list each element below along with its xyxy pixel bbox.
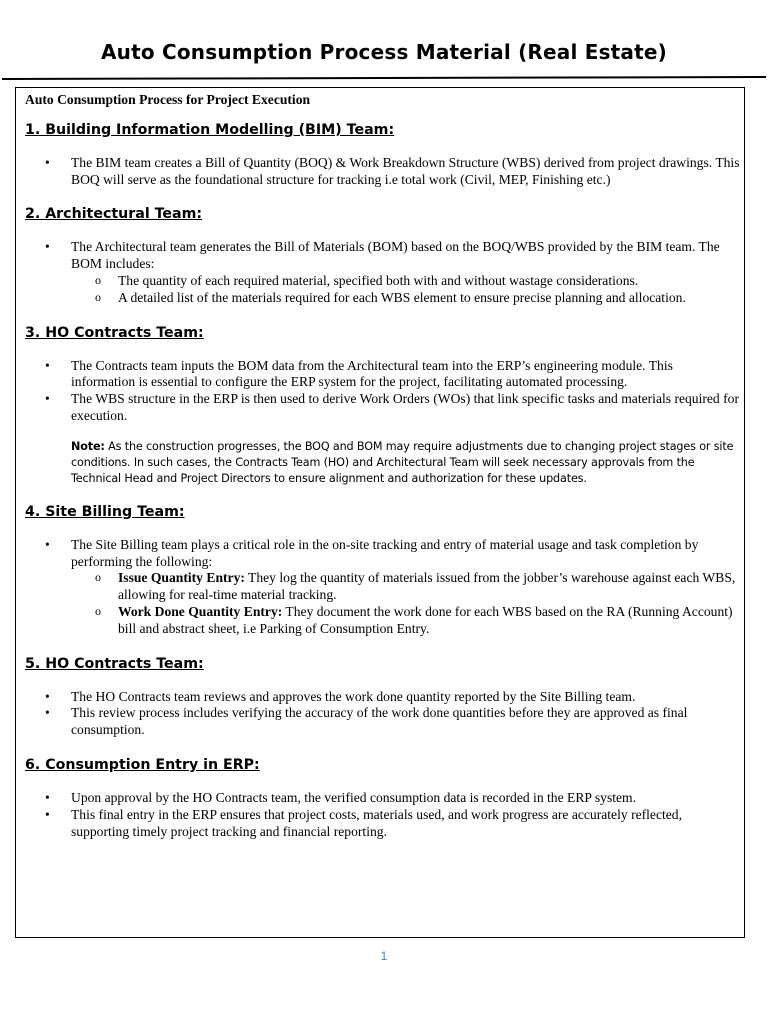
title-rule: [2, 76, 766, 80]
list-item-text: The Site Billing team plays a critical role in the on-site tracking and entry of material usage and task completion by performing the following:: [71, 536, 699, 569]
intro-heading: Auto Consumption Process for Project Execution: [25, 92, 311, 107]
sub-list: [71, 273, 740, 307]
page-number: 1: [380, 949, 388, 963]
list-item: • The HO Contracts team reviews and approves the work done quantity reported by the Site Billing team.: [25, 689, 740, 706]
list-item: • The Contracts team inputs the BOM data from the Architectural team into the ERP’s engineering module. This information is essential to configure the ERP system for the project, facilitating automated processing.: [25, 358, 740, 392]
section-heading-site-billing: 4. Site Billing Team:: [25, 503, 185, 520]
sub-list-item: [71, 604, 740, 638]
sub-item-text: They log the quantity of materials issued from the jobber’s warehouse against each WBS, allowing for real-time material tracking.: [118, 570, 736, 603]
note-paragraph: [71, 439, 740, 487]
list-item: • The WBS structure in the ERP is then used to derive Work Orders (WOs) that link specific tasks and materials required for execution.: [25, 391, 740, 425]
section-list-bim: [25, 155, 740, 189]
document-body: [25, 92, 740, 840]
list-item: • This review process includes verifying the accuracy of the work done quantities before they are approved as final consumption.: [25, 705, 740, 739]
document-title: Auto Consumption Process Material (Real Estate): [100, 40, 667, 64]
list-item: • The BIM team creates a Bill of Quantity (BOQ) & Work Breakdown Structure (WBS) derived from project drawings. This BOQ will serve as the foundational structure for tracking i.e total work (Civil, MEP, Finishing etc.): [25, 155, 740, 189]
list-item: • This final entry in the ERP ensures that project costs, materials used, and work progress are accurately reflected, supporting timely project tracking and financial reporting.: [25, 807, 740, 841]
section-list-ho-contracts-review: [25, 689, 740, 739]
list-item: • Upon approval by the HO Contracts team, the verified consumption data is recorded in the ERP system.: [25, 790, 740, 807]
section-list-site-billing: [25, 537, 740, 638]
sub-item-label: Work Done Quantity Entry:: [118, 603, 283, 619]
sub-item-label: Issue Quantity Entry:: [118, 570, 245, 586]
sub-list-item: o A detailed list of the materials required for each WBS element to ensure precise planning and allocation.: [71, 290, 740, 307]
sub-list-item: [71, 570, 740, 604]
section-list-consumption-entry: [25, 790, 740, 840]
section-heading-bim: 1. Building Information Modelling (BIM) Team:: [25, 121, 395, 138]
section-heading-consumption-entry: 6. Consumption Entry in ERP:: [25, 756, 260, 773]
sub-list: [71, 570, 740, 637]
section-heading-ho-contracts: 3. HO Contracts Team:: [25, 324, 204, 341]
list-item-text: The Architectural team generates the Bill of Materials (BOM) based on the BOQ/WBS provided by the BIM team. The BOM includes:: [71, 239, 720, 272]
list-item: [25, 537, 740, 638]
sub-list-item: o The quantity of each required material, specified both with and without wastage considerations.: [71, 273, 740, 290]
section-heading-ho-contracts-review: 5. HO Contracts Team:: [25, 655, 204, 672]
section-list-architectural: [25, 239, 740, 306]
note-text: As the construction progresses, the BOQ and BOM may require adjustments due to changing project stages or site conditions. In such cases, the Contracts Team (HO) and Architectural Team will seek necessary approvals from the Technical Head and Project Directors to ensure alignment and authorization for these updates.: [71, 439, 734, 485]
section-list-ho-contracts: [25, 358, 740, 425]
note-label: Note:: [71, 439, 105, 453]
list-item: [25, 239, 740, 306]
sub-item-text: They document the work done for each WBS based on the RA (Running Account) bill and abstract sheet, i.e Parking of Consumption Entry.: [118, 603, 733, 636]
section-heading-architectural: 2. Architectural Team:: [25, 206, 203, 223]
